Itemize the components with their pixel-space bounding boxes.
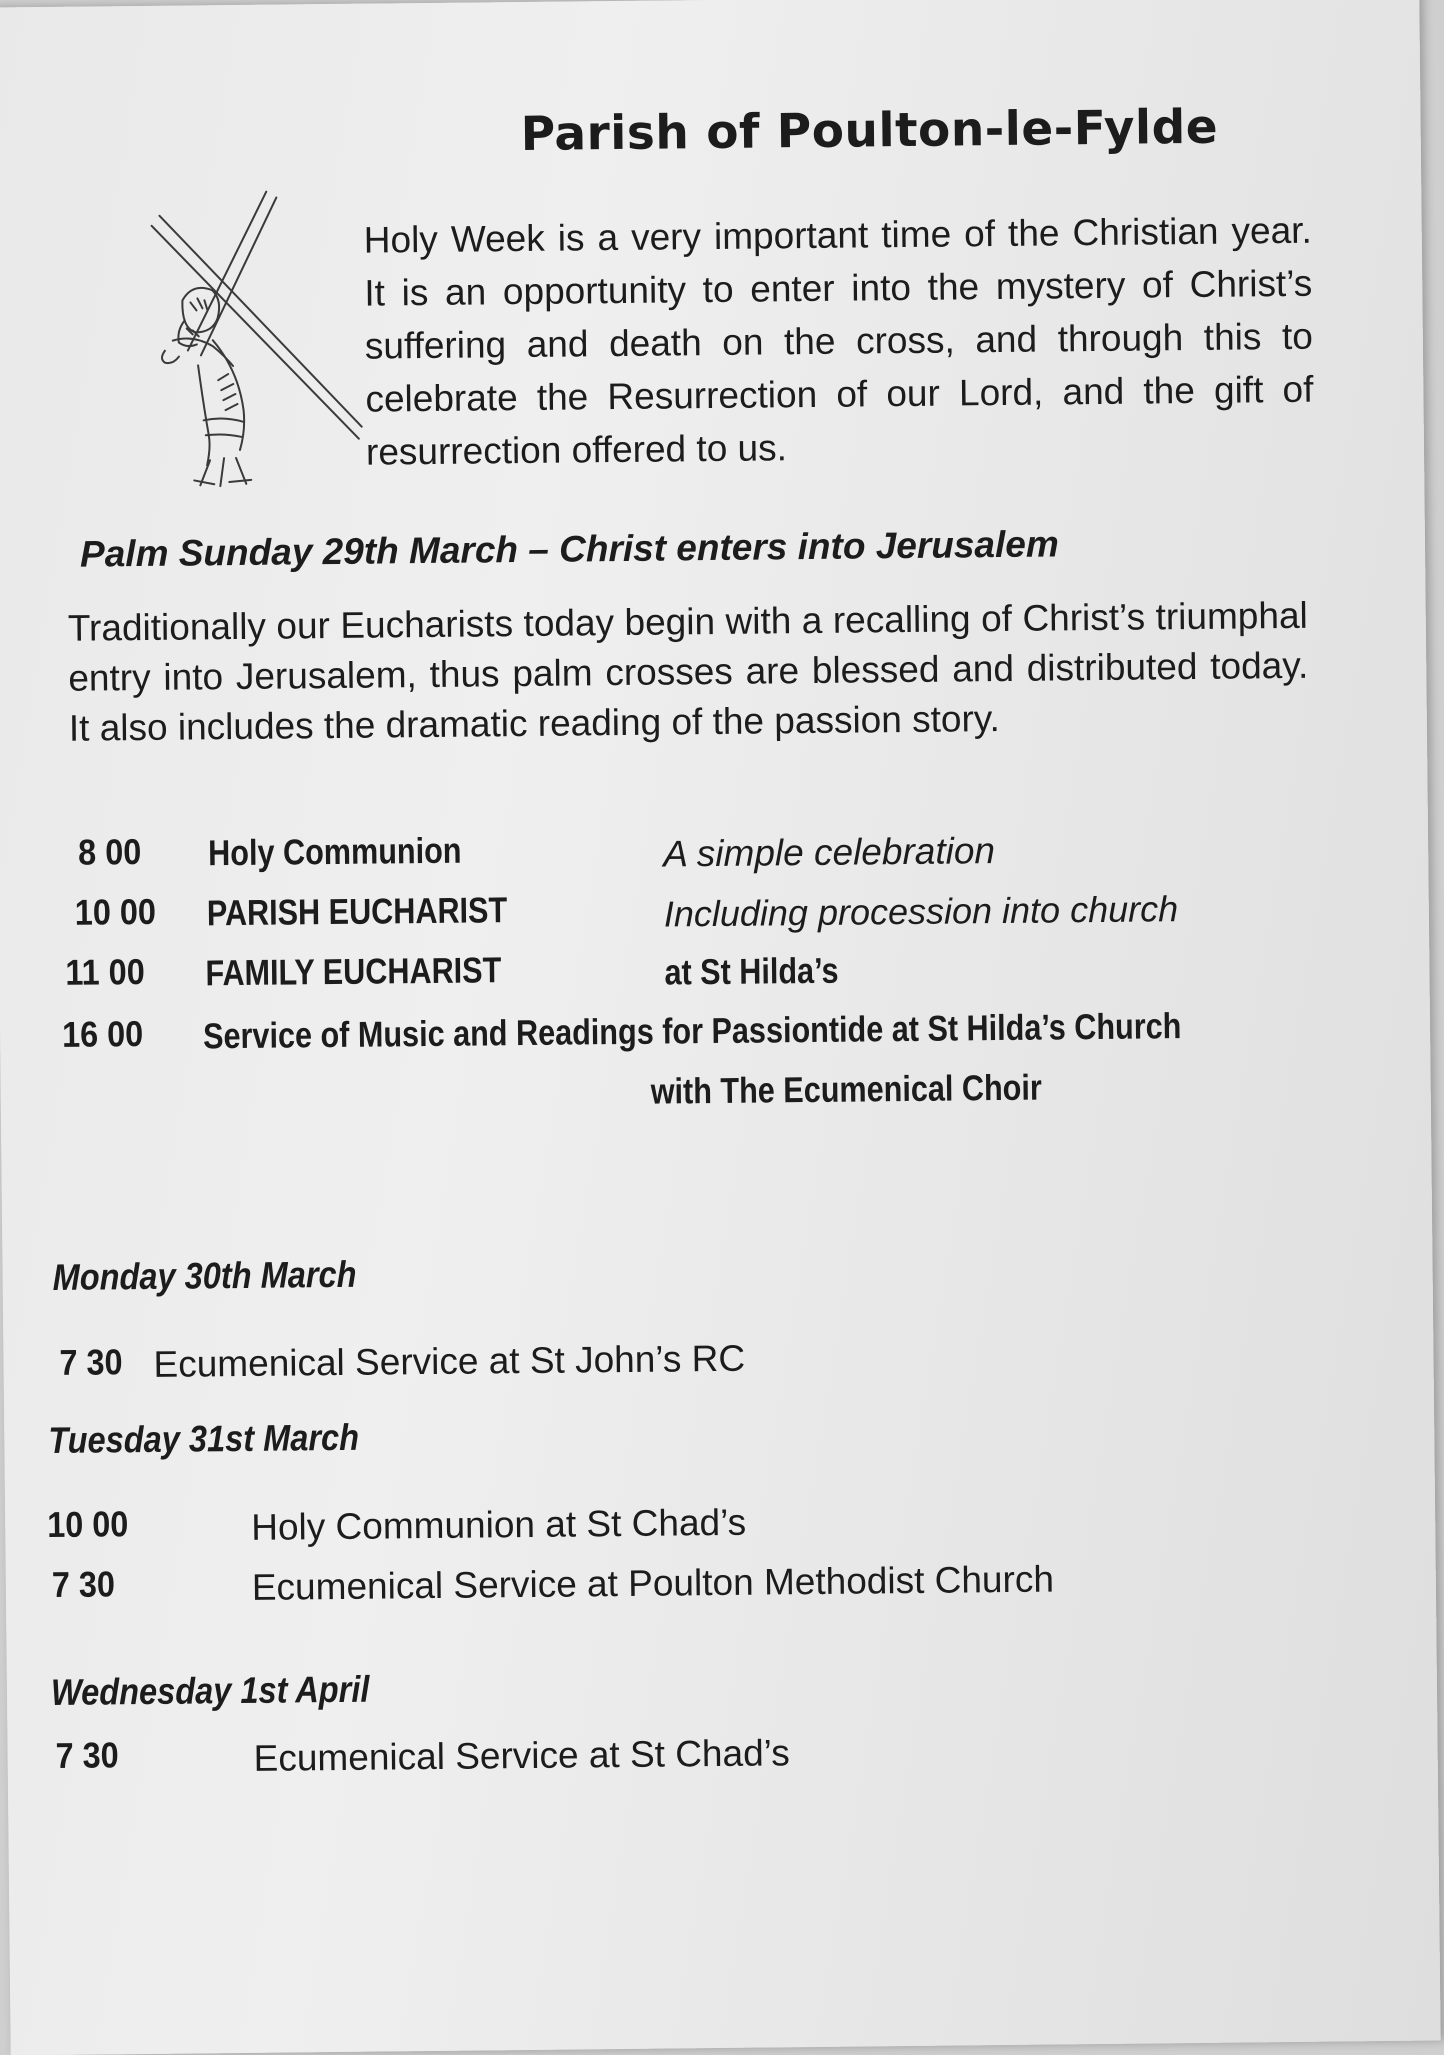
palm-sunday-heading: Palm Sunday 29th March – Christ enters into Jerusalem <box>79 523 1059 575</box>
monday-heading: Monday 30th March <box>52 1253 357 1298</box>
service-time: 10 00 <box>46 1503 129 1546</box>
service-time: 10 00 <box>74 890 157 933</box>
palm-sunday-description: Traditionally our Eucharists today begin with a recalling of Christ’s triumphal entry into Jerusalem, thus palm crosses are blessed and distributed today. It also includes the dramatic reading of the passion story. <box>67 594 1309 749</box>
service-note: A simple celebration <box>663 830 996 875</box>
service-note: at St Hilda’s <box>664 949 839 993</box>
service-name: Service of Music and Readings for Passiontide at St Hilda’s Church <box>202 1005 1182 1057</box>
service-name: Holy Communion <box>207 829 462 874</box>
service-name: Ecumenical Service at St John’s RC <box>153 1337 746 1385</box>
service-time: 11 00 <box>65 950 145 993</box>
intro-paragraph: Holy Week is a very important time of the Christian year. It is an opportunity to enter into the mystery of Christ’s suffering and death on the cross, and through this to celebrate the Resurrection of our Lord, and the gift of resurrection offered to us. <box>363 209 1314 473</box>
service-name: Ecumenical Service at Poulton Methodist Church <box>251 1558 1055 1608</box>
christ-carrying-cross-drawing <box>141 189 364 491</box>
wednesday-heading: Wednesday 1st April <box>50 1668 370 1713</box>
service-name: FAMILY EUCHARIST <box>205 949 502 994</box>
tuesday-heading: Tuesday 31st March <box>48 1416 360 1462</box>
service-note: Including procession into church <box>663 888 1179 935</box>
service-name: PARISH EUCHARIST <box>206 889 508 934</box>
service-time: 8 00 <box>77 831 142 873</box>
service-name: Ecumenical Service at St Chad’s <box>253 1732 790 1779</box>
service-time: 7 30 <box>51 1563 116 1605</box>
service-time: 7 30 <box>55 1734 119 1776</box>
service-time: 7 30 <box>59 1341 123 1383</box>
service-time: 16 00 <box>61 1012 144 1055</box>
service-name: Holy Communion at St Chad’s <box>251 1501 747 1548</box>
page-title: Parish of Poulton-le-Fylde <box>520 99 1219 162</box>
service-note: with The Ecumenical Choir <box>650 1066 1042 1112</box>
